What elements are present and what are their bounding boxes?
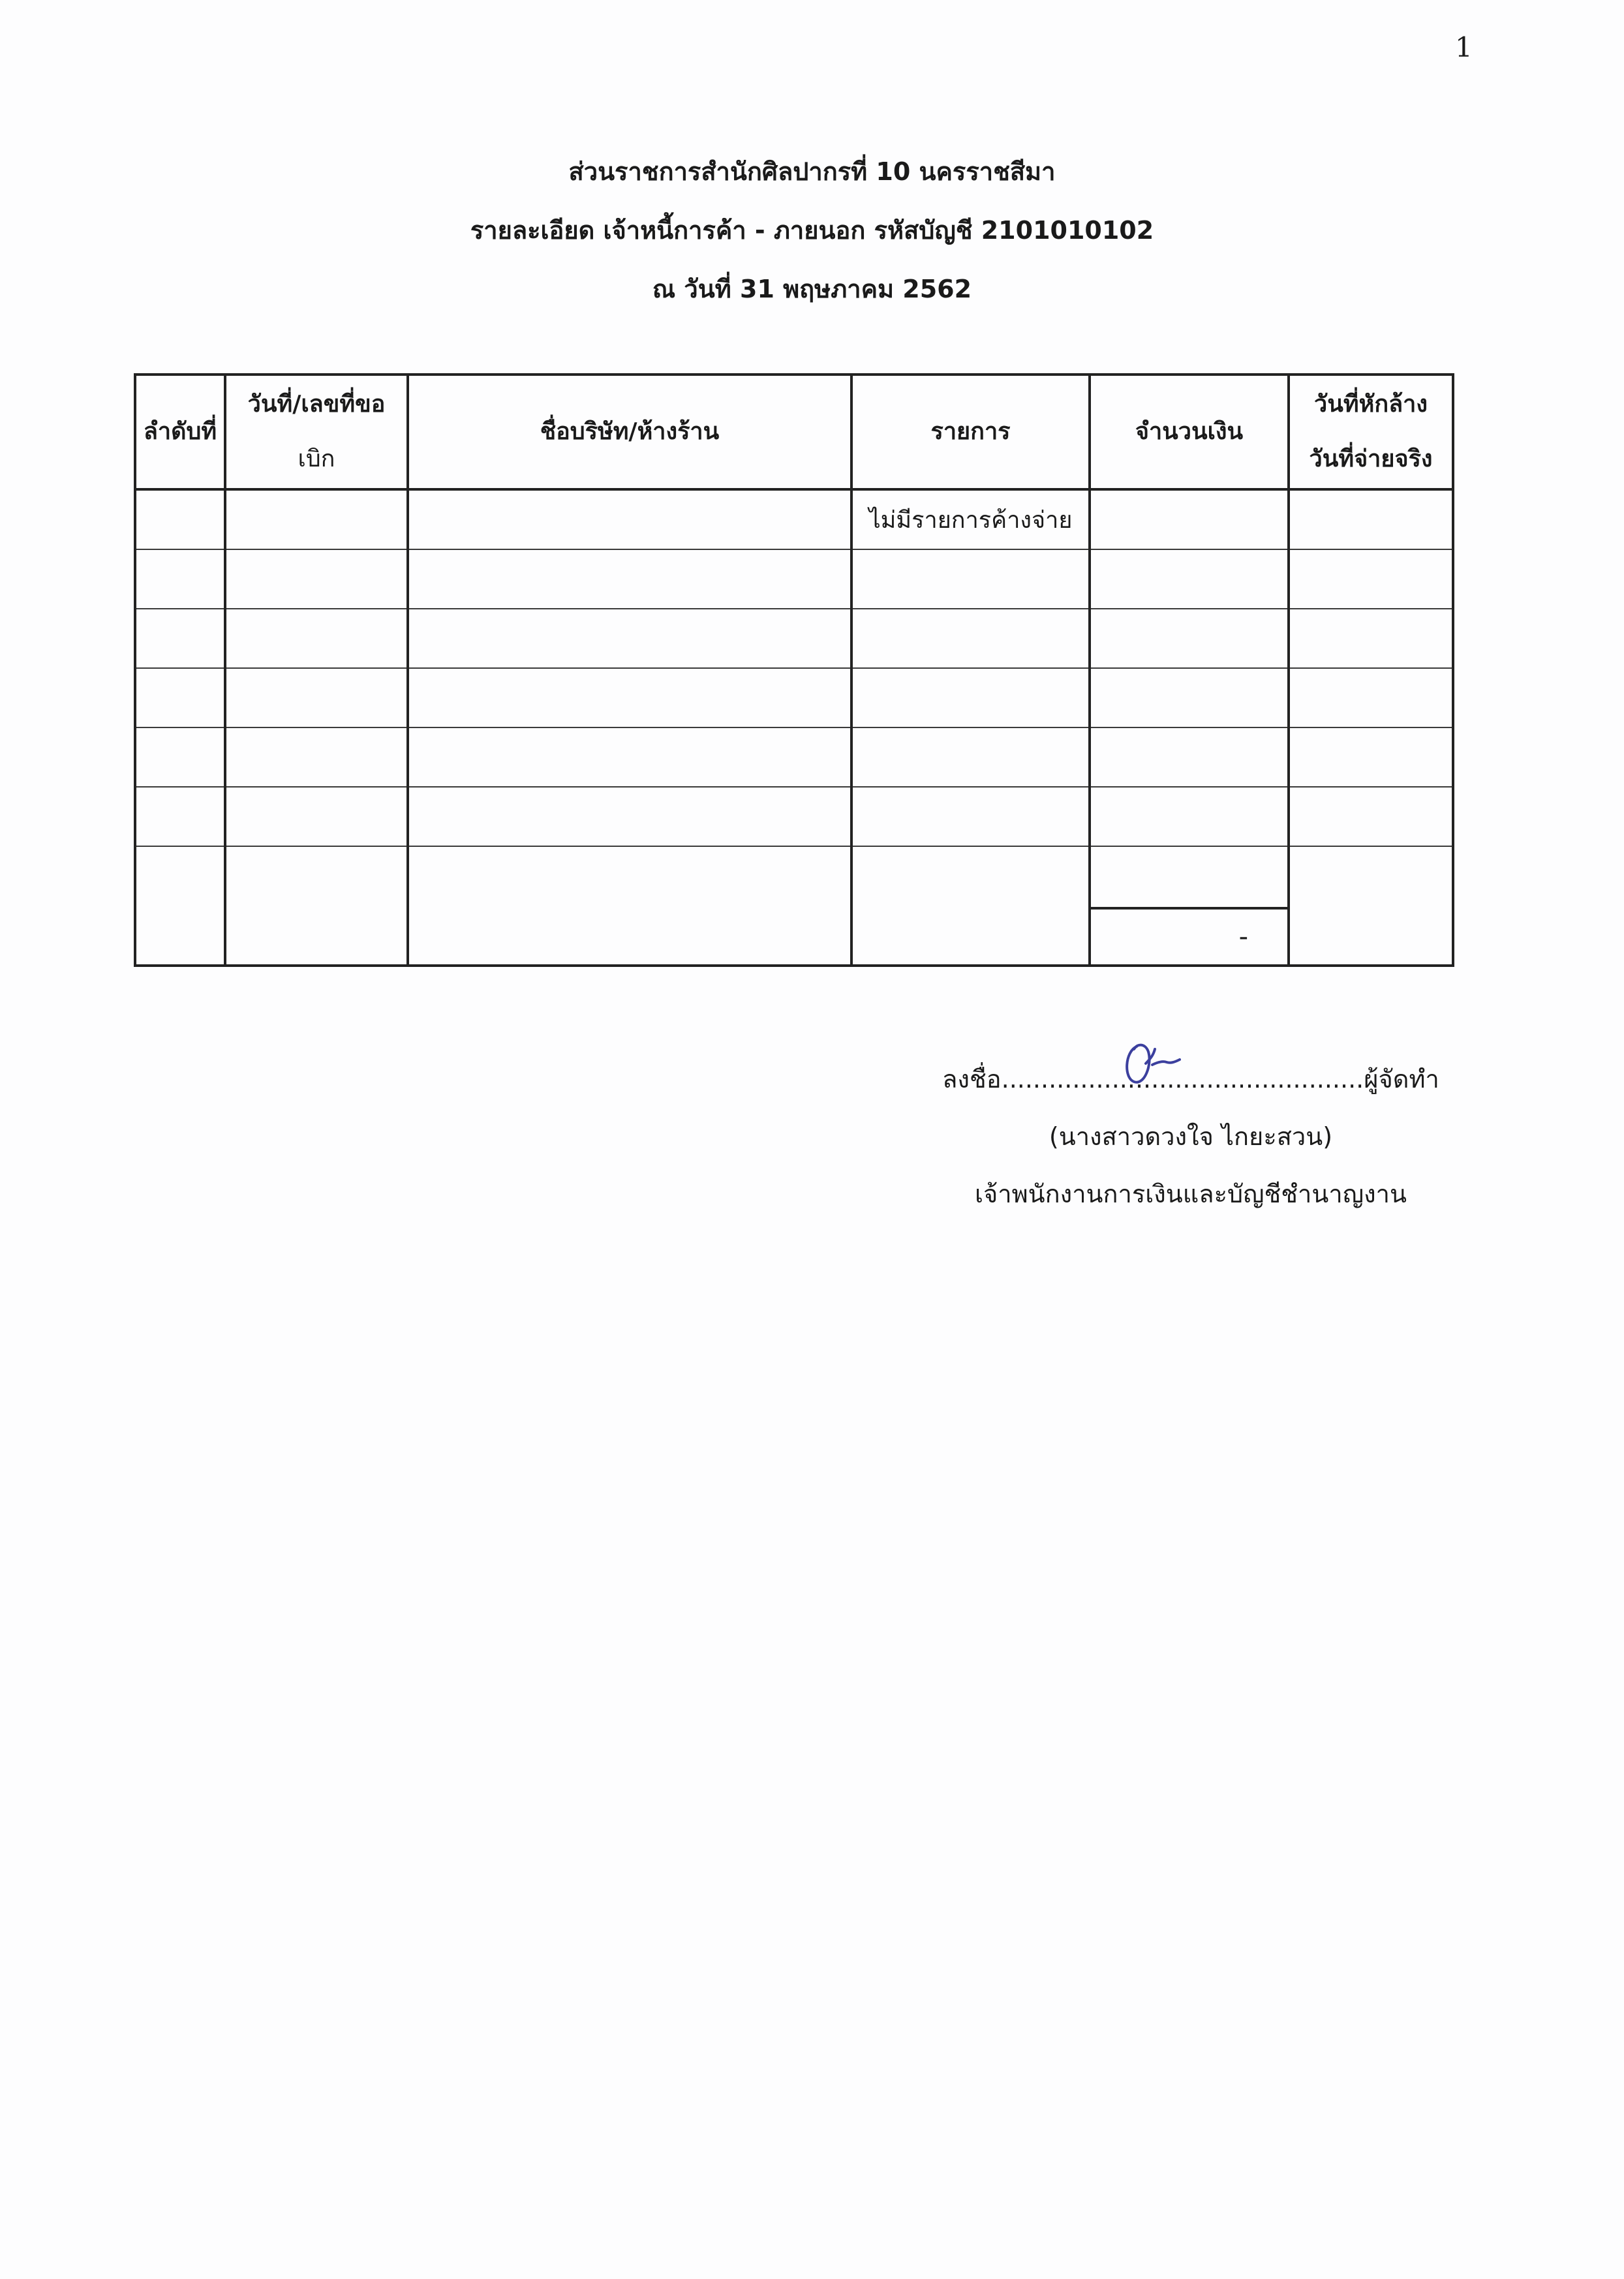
amount-total: - xyxy=(1091,907,1287,964)
signer-name: (นางสาวดวงใจ ไกยะสวน) xyxy=(1049,1122,1333,1151)
table-cell xyxy=(408,549,851,609)
col-header-date-request xyxy=(225,375,408,489)
header-line-date: ณ วันที่ 31 พฤษภาคม 2562 xyxy=(652,275,972,303)
table-cell xyxy=(1090,609,1289,668)
table-cell xyxy=(1090,549,1289,609)
table-cell xyxy=(408,489,851,549)
table-cell xyxy=(135,846,225,966)
header-line-account: รายละเอียด เจ้าหนี้การค้า - ภายนอก รหัสบัญชี 2101010102 xyxy=(470,216,1154,245)
table-cell xyxy=(408,727,851,787)
table-cell xyxy=(1090,727,1289,787)
table-cell xyxy=(135,787,225,846)
role-preparer: ผู้จัดทำ xyxy=(1364,1065,1439,1094)
table-cell xyxy=(135,727,225,787)
table-cell xyxy=(135,549,225,609)
table-cell xyxy=(408,787,851,846)
signer-position: เจ้าพนักงานการเงินและบัญชีชำนาญงาน xyxy=(975,1180,1407,1208)
table-cell xyxy=(225,549,408,609)
table-row xyxy=(135,727,1453,787)
page-number: 1 xyxy=(1455,31,1473,63)
table-cell xyxy=(1090,787,1289,846)
signature-block xyxy=(933,1050,1448,1223)
table-cell xyxy=(1289,489,1453,549)
col-header-sequence: ลำดับที่ xyxy=(135,375,225,489)
sign-dots: .............................................. xyxy=(1001,1065,1364,1094)
sign-row xyxy=(933,1050,1448,1108)
table-cell xyxy=(225,609,408,668)
col-header-date-request-line1: วันที่/เลขที่ขอ xyxy=(247,391,386,418)
table-cell xyxy=(225,489,408,549)
handwritten-signature xyxy=(1112,1032,1190,1091)
ledger-table xyxy=(134,373,1454,967)
table-cell xyxy=(851,609,1090,668)
table-cell xyxy=(1289,609,1453,668)
document-header xyxy=(0,142,1624,318)
table-cell xyxy=(135,668,225,727)
table-cell xyxy=(225,727,408,787)
col-header-clearing-date xyxy=(1289,375,1453,489)
table-row xyxy=(135,609,1453,668)
table-cell xyxy=(225,846,408,966)
table-cell xyxy=(1289,668,1453,727)
table-cell xyxy=(1289,846,1453,966)
table-row-total xyxy=(135,846,1453,966)
table-row xyxy=(135,549,1453,609)
table-cell xyxy=(1289,787,1453,846)
table-cell xyxy=(851,549,1090,609)
col-header-item: รายการ xyxy=(851,375,1090,489)
table-cell xyxy=(851,846,1090,966)
amount-total-cell xyxy=(1090,846,1289,966)
table-cell xyxy=(408,609,851,668)
table-cell xyxy=(851,727,1090,787)
no-outstanding-item: ไม่มีรายการค้างจ่าย xyxy=(851,489,1090,549)
table-row xyxy=(135,489,1453,549)
table-cell xyxy=(851,787,1090,846)
col-header-clearing-date-line1: วันที่หักล้าง xyxy=(1314,391,1428,418)
table-row xyxy=(135,668,1453,727)
sign-line xyxy=(942,1050,1439,1108)
table-cell xyxy=(408,846,851,966)
table-cell xyxy=(135,609,225,668)
table-cell xyxy=(1289,727,1453,787)
header-line-agency: ส่วนราชการสำนักศิลปากรที่ 10 นครราชสีมา xyxy=(568,157,1056,186)
col-header-date-request-line2: เบิก xyxy=(298,446,335,472)
table-cell xyxy=(225,787,408,846)
col-header-clearing-date-line2: วันที่จ่ายจริง xyxy=(1309,446,1433,472)
col-header-amount: จำนวนเงิน xyxy=(1090,375,1289,489)
table-cell xyxy=(1090,489,1289,549)
table-cell xyxy=(1090,668,1289,727)
col-header-company: ชื่อบริษัท/ห้างร้าน xyxy=(408,375,851,489)
table-row xyxy=(135,787,1453,846)
table-cell xyxy=(1289,549,1453,609)
table-cell xyxy=(225,668,408,727)
table-header-row xyxy=(135,375,1453,489)
table-cell xyxy=(135,489,225,549)
table-cell xyxy=(408,668,851,727)
table-cell xyxy=(851,668,1090,727)
sign-label: ลงชื่อ xyxy=(942,1065,1002,1094)
